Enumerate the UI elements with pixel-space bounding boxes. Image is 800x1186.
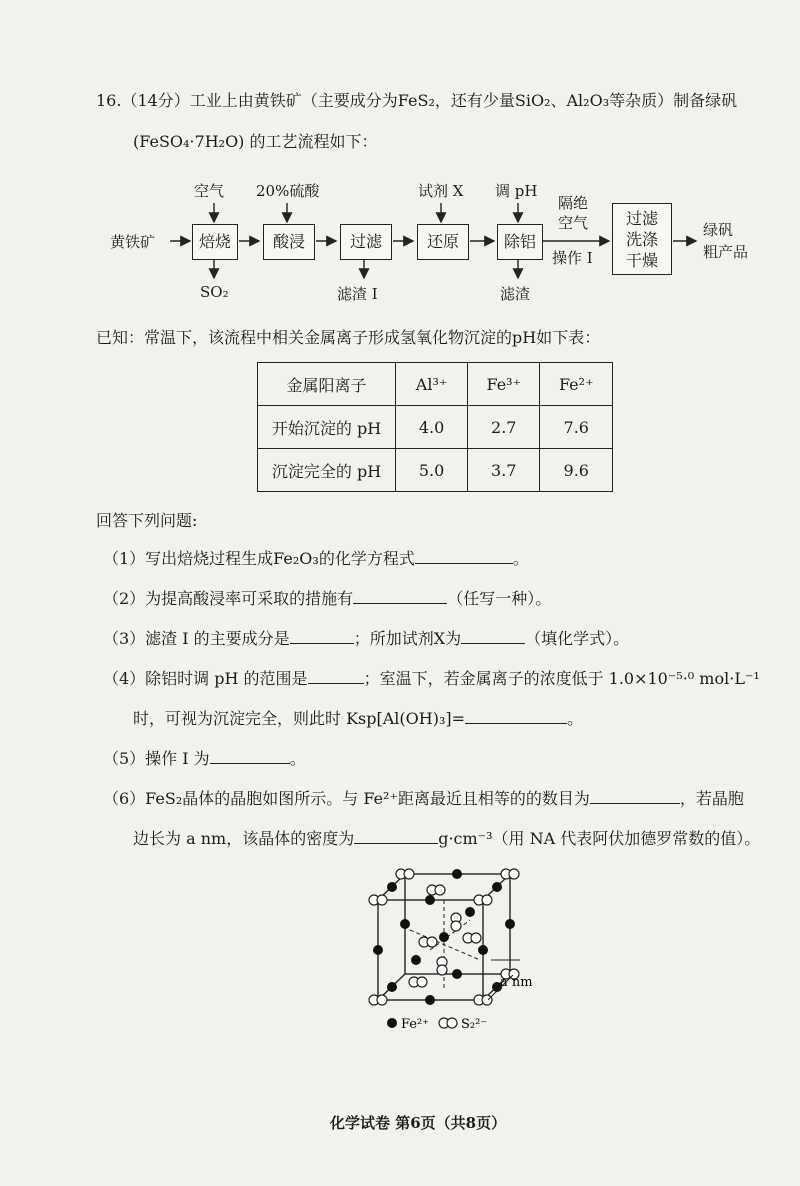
- table-cell: 9.6: [540, 449, 613, 492]
- q6-blank-1[interactable]: [590, 787, 680, 804]
- table-header-cell: Fe²⁺: [540, 363, 613, 406]
- q5-blank[interactable]: [210, 747, 290, 764]
- table-header-cell: 金属阳离子: [258, 363, 396, 406]
- reagent-sulfuric-acid: 20%硫酸: [256, 182, 320, 200]
- page-footer: 化学试卷 第6页（共8页）: [330, 1114, 507, 1132]
- table-row: [258, 449, 613, 492]
- table-cell: 沉淀完全的 pH: [258, 449, 396, 492]
- legend-s-label: S₂²⁻: [461, 1017, 488, 1032]
- table-header-cell: Al³⁺: [396, 363, 468, 406]
- reagent-air: 空气: [194, 182, 225, 200]
- q6b-end: g·cm⁻³（用 NA 代表阿伏加德罗常数的值）。: [438, 829, 761, 848]
- legend-fe-label: Fe²⁺: [401, 1017, 430, 1032]
- sub-question-6a: [103, 787, 744, 810]
- q5-text: （5）操作 I 为: [103, 749, 210, 768]
- output-residue: 滤渣: [500, 285, 531, 303]
- q6-text: （6）FeS₂晶体的晶胞如图所示。与 Fe²⁺距离最近且相等的的数目为: [103, 789, 590, 808]
- q6b-text: 边长为 a nm，该晶体的密度为: [133, 829, 355, 848]
- q1-end: 。: [512, 549, 529, 568]
- crystal-cell-figure: [360, 860, 550, 1035]
- q4-text: （4）除铝时调 pH 的范围是: [103, 669, 308, 688]
- ph-table: [257, 362, 613, 492]
- q3-text: （3）滤渣 I 的主要成分是: [103, 629, 290, 648]
- table-row: [258, 406, 613, 449]
- table-cell: 开始沉淀的 pH: [258, 406, 396, 449]
- q4-blank-1[interactable]: [308, 667, 364, 684]
- answer-prompt: 回答下列问题:: [96, 511, 198, 530]
- q4b-end: 。: [567, 709, 584, 728]
- output-residue-1: 滤渣 I: [337, 285, 378, 303]
- q4-cont: ；室温下，若金属离子的浓度低于 1.0×10⁻⁵·⁰ mol·L⁻¹: [363, 669, 760, 688]
- table-header-row: [258, 363, 613, 406]
- output-so2: SO₂: [200, 283, 229, 301]
- table-cell: 3.7: [468, 449, 540, 492]
- q6-cont: ，若晶胞: [679, 789, 744, 808]
- q3-end: （填化学式）。: [525, 629, 630, 648]
- step-al-removal: 除铝: [497, 224, 543, 260]
- known-text: 已知：常温下，该流程中相关金属离子形成氢氧化物沉淀的pH如下表：: [96, 328, 601, 347]
- table-cell: 4.0: [396, 406, 468, 449]
- q2-text: （2）为提高酸浸率可采取的措施有: [103, 589, 354, 608]
- flow-input: 黄铁矿: [110, 233, 156, 251]
- step-roasting: 焙烧: [192, 224, 238, 260]
- question-line-1: 16.（14分）工业上由黄铁矿（主要成分为FeS₂，还有少量SiO₂、Al₂O₃等杂质）制备绿矾: [96, 91, 738, 110]
- legend-s-marker-2: [447, 1018, 457, 1028]
- q6-blank-2[interactable]: [354, 827, 438, 844]
- step-reduction: 还原: [417, 224, 469, 260]
- step-filtration: 过滤: [340, 224, 392, 260]
- edge-length-label: a nm: [500, 975, 533, 990]
- flow-arrows: [0, 0, 800, 320]
- reagent-x: 试剂 X: [418, 182, 464, 200]
- q1-blank[interactable]: [415, 547, 513, 564]
- sub-question-4b: [133, 707, 583, 730]
- q5-end: 。: [289, 749, 306, 768]
- q3-blank-1[interactable]: [290, 627, 354, 644]
- flow-product: 绿矾 粗产品: [703, 221, 749, 261]
- legend-fe-marker: [387, 1018, 397, 1028]
- q1-text: （1）写出焙烧过程生成Fe₂O₃的化学方程式: [103, 549, 415, 568]
- q4b-text: 时，可视为沉淀完全，则此时 Ksp[Al(OH)₃]=: [133, 709, 466, 728]
- table-cell: 2.7: [468, 406, 540, 449]
- table-header-cell: Fe³⁺: [468, 363, 540, 406]
- sub-question-2: [103, 587, 551, 610]
- table-cell: 7.6: [540, 406, 613, 449]
- q4-blank-2[interactable]: [465, 707, 567, 724]
- sub-question-6b: [133, 827, 760, 850]
- q3-blank-2[interactable]: [461, 627, 525, 644]
- sub-question-1: [103, 547, 529, 570]
- label-operation-1: 操作 I: [552, 249, 593, 267]
- sub-question-5: [103, 747, 306, 770]
- step-acid-leaching: 酸浸: [263, 224, 315, 260]
- sub-question-4a: [103, 667, 760, 690]
- label-isolate-air: 隔绝 空气: [558, 194, 589, 232]
- table-cell: 5.0: [396, 449, 468, 492]
- reagent-adjust-ph: 调 pH: [495, 182, 538, 200]
- sub-question-3: [103, 627, 629, 650]
- q3-mid: ；所加试剂X为: [353, 629, 462, 648]
- question-line-2: (FeSO₄·7H₂O) 的工艺流程如下：: [133, 132, 378, 151]
- step-filter-wash-dry: 过滤 洗涤 干燥: [612, 203, 672, 275]
- q2-end: （任写一种）。: [447, 589, 552, 608]
- q2-blank[interactable]: [353, 587, 447, 604]
